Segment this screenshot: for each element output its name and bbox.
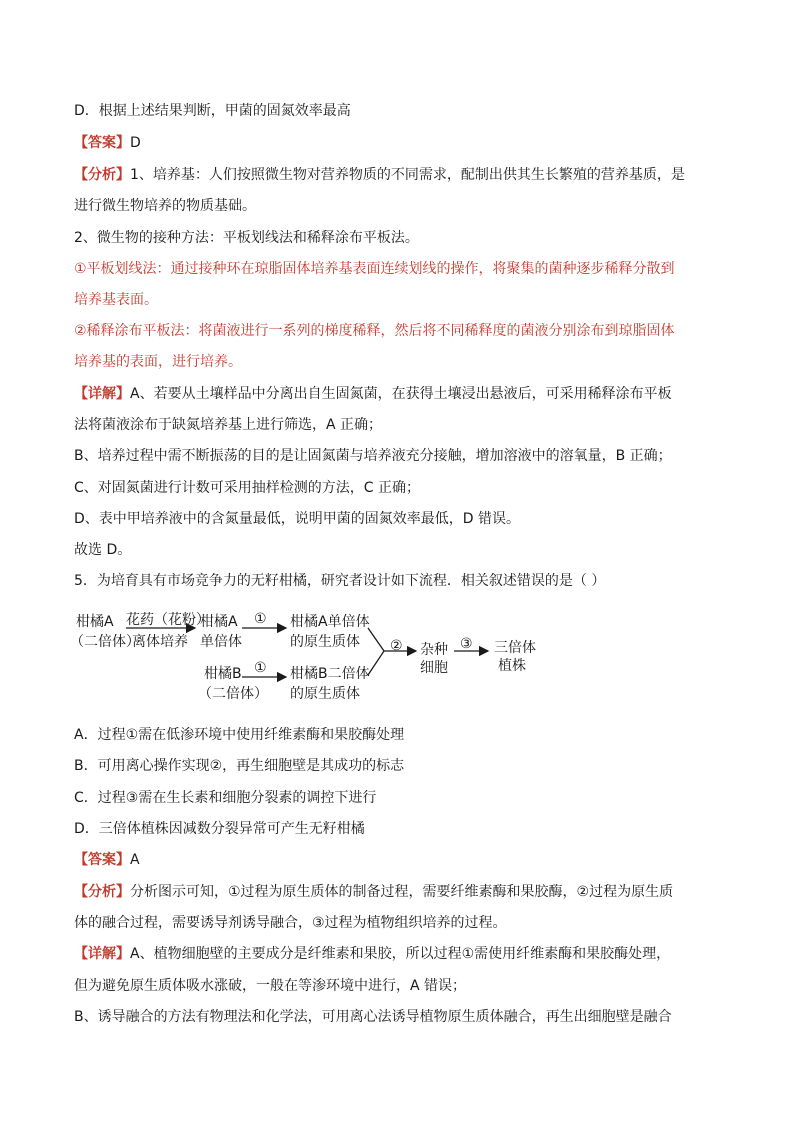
triploid-label-1: 三倍体 xyxy=(494,640,536,656)
detail-line-3: B、培养过程中需不断振荡的目的是让固氮菌与培养液充分接触，增加溶液中的溶氧量，B 正确； xyxy=(74,448,672,464)
orange-b-label: 柑橘B xyxy=(204,666,242,682)
q5-analysis-text: 分析图示可知，①过程为原生质体的制备过程，需要纤维素酶和果胶酶，②过程为原生质 xyxy=(130,884,674,900)
detail-tag: 【详解】 xyxy=(74,386,130,402)
analysis-line-1 xyxy=(74,165,724,185)
orange-b-ploidy: （二倍体） xyxy=(198,686,268,702)
option-d: D．三倍体植株因减数分裂异常可产生无籽柑橘 xyxy=(74,821,365,837)
detail-line-4: C、对固氮菌进行计数可采用抽样检测的方法，C 正确； xyxy=(74,480,420,496)
option-d-prev: D．根据上述结果判断，甲菌的固氮效率最高 xyxy=(74,103,351,119)
question-5-stem: 5．为培育具有市场竞争力的无籽柑橘，研究者设计如下流程．相关叙述错误的是（ ） xyxy=(74,573,606,589)
haploid-label-1: 柑橘A xyxy=(200,614,238,630)
culture-label-2: 离体培养 xyxy=(132,634,188,650)
analysis-line-2: 进行微生物培养的物质基础。 xyxy=(74,198,256,214)
analysis-line-3: 2、微生物的接种方法：平板划线法和稀释涂布平板法。 xyxy=(74,230,419,246)
detail-line-1 xyxy=(74,384,724,404)
q5-detail-line-3: B、诱导融合的方法有物理法和化学法，可用离心法诱导植物原生质体融合，再生出细胞壁是融合 xyxy=(74,1009,672,1025)
analysis-line-4: ①平板划线法：通过接种环在琼脂固体培养基表面连续划线的操作，将聚集的菌种逐步稀释分散到 xyxy=(74,261,675,277)
q5-answer-line xyxy=(74,850,724,870)
protoplast-a-label-1: 柑橘A单倍体 xyxy=(290,614,370,630)
flow-diagram xyxy=(70,605,570,705)
option-b: B．可用离心操作实现②，再生细胞壁是其成功的标志 xyxy=(74,758,405,774)
q5-detail-line-2: 但为避免原生质体吸水涨破，一般在等渗环境中进行，A 错误； xyxy=(74,978,467,994)
answer-line xyxy=(74,133,724,153)
hybrid-cell-label-1: 杂种 xyxy=(420,642,448,658)
analysis-tag: 【分析】 xyxy=(74,167,130,183)
answer-tag: 【答案】 xyxy=(74,135,130,151)
step1-b-label: ① xyxy=(254,660,267,676)
analysis-line-6: ②稀释涂布平板法：将菌液进行一系列的梯度稀释，然后将不同稀释度的菌液分别涂布到琼脂固体 xyxy=(74,323,675,339)
analysis-line-5: 培养基表面。 xyxy=(74,292,158,308)
orange-a-ploidy: （二倍体） xyxy=(70,634,140,650)
protoplast-a-label-2: 的原生质体 xyxy=(290,634,360,650)
q5-answer-tag: 【答案】 xyxy=(74,852,130,868)
q5-answer-value: A xyxy=(130,852,140,868)
step3-label: ③ xyxy=(460,636,473,652)
orange-a-label: 柑橘A xyxy=(76,614,114,630)
protoplast-b-label-2: 的原生质体 xyxy=(290,686,360,702)
arrow-merge-step2 xyxy=(368,628,384,675)
q5-detail-tag: 【详解】 xyxy=(74,946,130,962)
hybrid-cell-label-2: 细胞 xyxy=(420,660,448,676)
conclusion-line: 故选 D。 xyxy=(74,542,132,558)
option-a: A．过程①需在低渗环境中使用纤维素酶和果胶酶处理 xyxy=(74,727,405,743)
triploid-label-2: 植株 xyxy=(498,658,526,674)
detail-line-5: D、表中甲培养液中的含氮量最低，说明甲菌的固氮效率最低，D 错误。 xyxy=(74,511,521,527)
q5-analysis-line-2: 体的融合过程，需要诱导剂诱导融合，③过程为植物组织培养的过程。 xyxy=(74,915,507,931)
analysis-text: 1、培养基：人们按照微生物对营养物质的不同需求，配制出供其生长繁殖的营养基质，是 xyxy=(130,167,685,183)
q5-detail-line-1 xyxy=(74,944,724,964)
analysis-line-7: 培养基的表面，进行培养。 xyxy=(74,354,242,370)
answer-value: D xyxy=(130,135,141,151)
q5-analysis-line-1 xyxy=(74,882,724,902)
detail-text: A、若要从土壤样品中分离出自生固氮菌，在获得土壤浸出悬液后，可采用稀释涂布平板 xyxy=(130,386,672,402)
detail-line-2: 法将菌液涂布于缺氮培养基上进行筛选，A 正确； xyxy=(74,417,383,433)
step1-a-label: ① xyxy=(254,611,267,627)
q5-detail-text: A、植物细胞壁的主要成分是纤维素和果胶，所以过程①需使用纤维素酶和果胶酶处理， xyxy=(130,946,671,962)
option-c: C．过程③需在生长素和细胞分裂素的调控下进行 xyxy=(74,790,377,806)
protoplast-b-label-1: 柑橘B二倍体 xyxy=(290,666,370,682)
haploid-label-2: 单倍体 xyxy=(200,634,242,650)
step2-label: ② xyxy=(390,638,403,654)
culture-label-1: 花药（花粉） xyxy=(126,612,210,628)
q5-analysis-tag: 【分析】 xyxy=(74,884,130,900)
